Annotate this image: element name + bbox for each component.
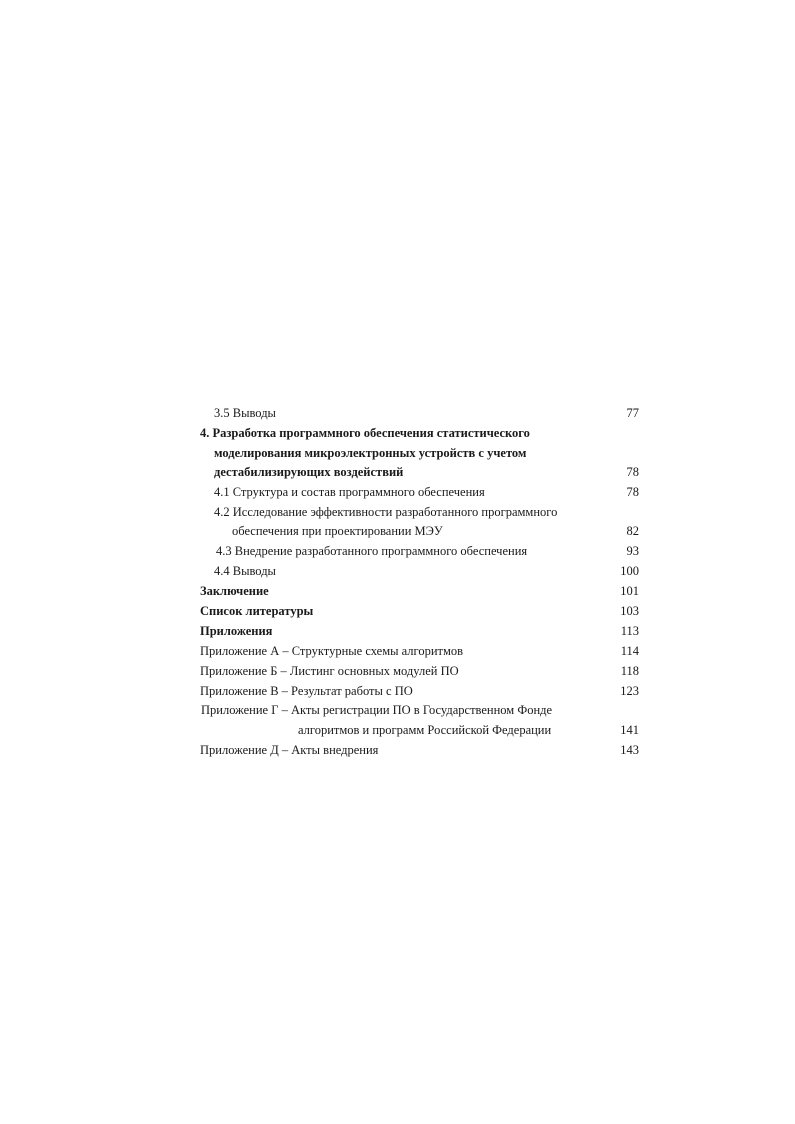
toc-entry-page: 77 bbox=[626, 406, 639, 420]
toc-entry-page: 78 bbox=[626, 485, 639, 499]
toc-entry-text: Приложения bbox=[200, 624, 273, 638]
toc-entry-page: 100 bbox=[620, 564, 639, 578]
toc-entry-text: 4.1 Структура и состав программного обеспечения bbox=[214, 485, 485, 499]
toc-entry-page: 78 bbox=[626, 465, 639, 479]
toc-entry-page: 101 bbox=[620, 584, 639, 598]
toc-entry-text: 4.4 Выводы bbox=[214, 564, 276, 578]
toc-entry-text: Приложение В – Результат работы с ПО bbox=[200, 684, 413, 698]
toc-entry-text: Приложение Д – Акты внедрения bbox=[200, 743, 379, 757]
toc-chapter-heading-line1: 4. Разработка программного обеспечения статистического bbox=[200, 426, 530, 440]
toc-entry-text: Заключение bbox=[200, 584, 269, 598]
toc-entry-text: Приложение Б – Листинг основных модулей ПО bbox=[200, 664, 459, 678]
toc-entry-page: 103 bbox=[620, 604, 639, 618]
toc-entry-page: 123 bbox=[620, 684, 639, 698]
toc-entry-page: 141 bbox=[620, 723, 639, 737]
toc-entry-page: 118 bbox=[620, 664, 639, 678]
toc-entry-text: 4.2 Исследование эффективности разработанного программного bbox=[214, 505, 558, 519]
toc-entry-page: 113 bbox=[620, 624, 639, 638]
toc-entry-text: Приложение Г – Акты регистрации ПО в Государственном Фонде bbox=[201, 703, 553, 717]
toc-entry-text: 3.5 Выводы bbox=[214, 406, 276, 420]
toc-chapter-heading-line2: моделирования микроэлектронных устройств с учетом bbox=[214, 446, 527, 460]
toc-entry-text-cont: обеспечения при проектировании МЭУ bbox=[232, 524, 443, 538]
toc-entry-text: Список литературы bbox=[200, 604, 314, 618]
toc-entry-page: 114 bbox=[620, 644, 639, 658]
toc-chapter-heading-line3: дестабилизирующих воздействий bbox=[214, 465, 404, 479]
toc-entry-text: 4.3 Внедрение разработанного программного обеспечения bbox=[216, 544, 528, 558]
toc-entry-page: 82 bbox=[626, 524, 639, 538]
toc-entry-page: 93 bbox=[626, 544, 639, 558]
toc-entry-text-cont: алгоритмов и программ Российской Федерации bbox=[298, 723, 552, 737]
toc-entry-page: 143 bbox=[620, 743, 639, 757]
toc-entry-text: Приложение А – Структурные схемы алгоритмов bbox=[200, 644, 464, 658]
